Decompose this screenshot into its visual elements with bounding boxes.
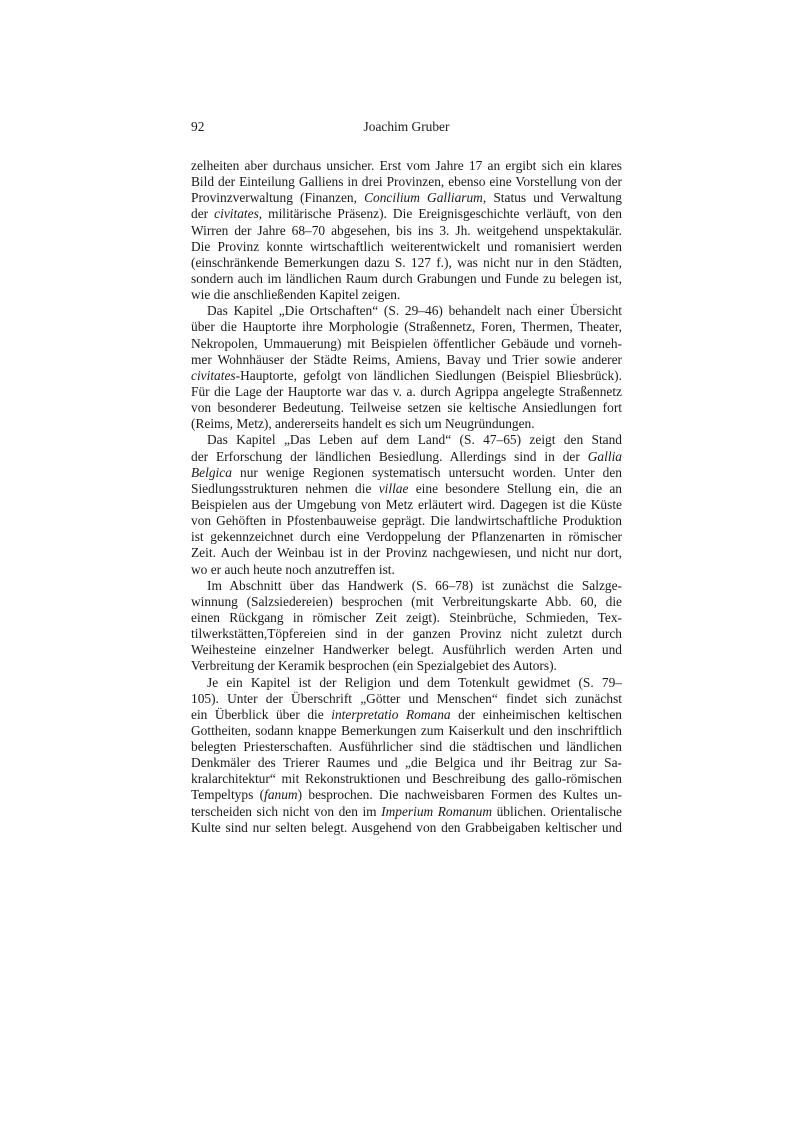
text-line (191, 658, 622, 674)
text-segment: (Reims, Metz), andererseits handelt es sich um Neugründungen. (191, 416, 535, 432)
text-segment: Für die Lage der Hauptorte war das v. a. durch Agrippa angelegte Straßennetz (191, 383, 622, 399)
text-line (191, 610, 622, 626)
text-line (191, 545, 622, 561)
text-line (191, 303, 622, 319)
text-line (191, 239, 622, 255)
page-number: 92 (191, 119, 205, 134)
text-segment: (einschränkende Bemerkungen dazu S. 127 f.), was nicht nur in den Städten, (191, 254, 622, 270)
italic-text: civitates (214, 206, 259, 222)
text-line (191, 529, 622, 545)
text-segment: Die Provinz konnte wirtschaftlich weiterentwickelt und romanisiert werden (191, 238, 622, 254)
body-text (191, 158, 622, 836)
text-line (191, 432, 622, 448)
text-line (191, 255, 622, 271)
text-segment: -Hauptorte, gefolgt von ländlichen Siedlungen (Beispiel Bliesbrück). (235, 367, 622, 383)
text-segment: , militärische Präsenz). Die Ereignisgeschichte verläuft, von den (258, 206, 622, 222)
text-line (191, 174, 622, 190)
text-line (191, 465, 622, 481)
text-segment: von besonderer Bedeutung. Teilweise setzen sie keltische Ansiedlungen fort (191, 400, 622, 416)
text-segment: , Status und Verwaltung (482, 190, 622, 206)
text-segment: wie die anschließenden Kapitel zeigen. (191, 287, 401, 303)
text-line (191, 497, 622, 513)
italic-text: Gallia (587, 448, 622, 464)
text-segment: 105). Unter der Überschrift „Götter und Menschen“ findet sich zunächst (191, 690, 622, 706)
italic-text: fanum (264, 787, 298, 803)
text-line (191, 206, 622, 222)
text-segment: Wirren der Jahre 68–70 abgesehen, bis ins 3. Jh. weitgehend unspektakulär. (191, 222, 622, 238)
text-line (191, 368, 622, 384)
text-line (191, 190, 622, 206)
text-segment: Bild der Einteilung Galliens in drei Provinzen, ebenso eine Vorstellung von der (191, 174, 622, 190)
text-segment: Denkmäler des Trierer Raumes und „die Belgica und ihr Beitrag zur Sa- (191, 755, 622, 771)
italic-text: interpretatio Romana (331, 706, 451, 722)
text-segment: tilwerkstätten,Töpfereien sind in der ganzen Provinz nicht zuletzt durch (191, 626, 622, 642)
text-line (191, 739, 622, 755)
text-line (191, 820, 622, 836)
text-line (191, 707, 622, 723)
text-line (191, 771, 622, 787)
italic-text: Concilium Galliarum (364, 190, 483, 206)
italic-text: civitates (191, 367, 236, 383)
text-line (191, 400, 622, 416)
text-segment: eine besondere Stellung ein, die an (408, 480, 622, 496)
text-line (191, 804, 622, 820)
text-line (191, 449, 622, 465)
text-line (191, 287, 622, 303)
italic-text: Imperium Romanum (381, 803, 493, 819)
text-segment: Beispielen aus der Umgebung von Metz erläutert wird. Dagegen ist die Küste (191, 496, 622, 512)
text-segment: einen Rückgang in römischer Zeit zeigt). Steinbrüche, Schmieden, Tex- (191, 609, 622, 625)
text-line (191, 336, 622, 352)
text-segment: Im Abschnitt über das Handwerk (S. 66–78) ist zunächst die Salzge- (207, 577, 622, 593)
text-line (191, 513, 622, 529)
text-segment: Weihesteine einzelner Handwerker belegt. Ausführlich werden Arten und (191, 642, 622, 658)
text-segment: üblichen. Orientalische (492, 803, 622, 819)
text-segment: Provinzverwaltung (Finanzen, (191, 190, 365, 206)
text-segment: Das Kapitel „Das Leben auf dem Land“ (S. 47–65) zeigt den Stand (207, 432, 622, 448)
text-line (191, 691, 622, 707)
text-line (191, 319, 622, 335)
text-segment: winnung (Salzsiedereien) besprochen (mit Verbreitungskarte Abb. 60, die (191, 593, 622, 609)
text-line (191, 675, 622, 691)
text-line (191, 271, 622, 287)
text-line (191, 755, 622, 771)
text-segment: ) besprochen. Die nachweisbaren Formen des Kultes un- (297, 787, 622, 803)
text-segment: Siedlungsstrukturen nehmen die (191, 480, 379, 496)
text-segment: Je ein Kapitel ist der Religion und dem Totenkult gewidmet (S. 79– (207, 674, 622, 690)
text-segment: Das Kapitel „Die Ortschaften“ (S. 29–46) behandelt nach einer Übersicht (207, 303, 622, 319)
running-header (191, 119, 622, 137)
text-segment: kralarchitektur“ mit Rekonstruktionen und Beschreibung des gallo-römischen (191, 771, 622, 787)
text-segment: Nekropolen, Ummauerung) mit Beispielen öffentlicher Gebäude und vorneh- (191, 335, 622, 351)
text-line (191, 223, 622, 239)
text-segment: wo er auch heute noch anzutreffen ist. (191, 561, 395, 577)
text-segment: zelheiten aber durchaus unsicher. Erst vom Jahre 17 an ergibt sich ein klares (191, 158, 622, 173)
italic-text: villae (378, 480, 409, 496)
text-segment: der Erforschung der ländlichen Besiedlung. Allerdings sind in der (191, 448, 588, 464)
text-segment: ein Überblick über die (191, 706, 332, 722)
text-segment: sondern auch im ländlichen Raum durch Grabungen und Funde zu belegen ist, (191, 270, 622, 286)
text-segment: von Gehöften in Pfostenbauweise geprägt. Die landwirtschaftliche Produktion (191, 513, 622, 529)
text-line (191, 352, 622, 368)
running-head-author: Joachim Gruber (363, 119, 450, 134)
text-segment: belegten Priesterschaften. Ausführlicher sind die städtischen und ländlichen (191, 739, 622, 755)
text-segment: mer Wohnhäuser der Städte Reims, Amiens, Bavay und Trier sowie anderer (191, 351, 622, 367)
text-line (191, 626, 622, 642)
italic-text: Belgica (191, 464, 232, 480)
text-segment: Kulte sind nur selten belegt. Ausgehend von den Grabbeigaben keltischer und (191, 819, 622, 835)
text-line (191, 416, 622, 432)
text-segment: der (191, 206, 215, 222)
text-line (191, 158, 622, 174)
text-line (191, 481, 622, 497)
text-segment: der einheimischen keltischen (450, 706, 622, 722)
text-line (191, 384, 622, 400)
text-segment: über die Hauptorte ihre Morphologie (Straßennetz, Foren, Thermen, Theater, (191, 319, 622, 335)
text-line (191, 787, 622, 803)
text-line (191, 723, 622, 739)
text-line (191, 562, 622, 578)
text-segment: Tempeltyps ( (191, 787, 265, 803)
text-line (191, 594, 622, 610)
text-segment: nur wenige Regionen systematisch untersucht worden. Unter den (231, 464, 622, 480)
text-segment: Zeit. Auch der Weinbau ist in der Provinz nachgewiesen, und nicht nur dort, (191, 545, 622, 561)
text-line (191, 578, 622, 594)
text-segment: terscheiden sich nicht von den im (191, 803, 382, 819)
text-segment: ist gekennzeichnet durch eine Verdoppelung der Pflanzenarten in römischer (191, 529, 622, 545)
text-segment: Verbreitung der Keramik besprochen (ein Spezialgebiet des Autors). (191, 658, 557, 674)
text-line (191, 642, 622, 658)
text-segment: Gottheiten, sodann knappe Bemerkungen zum Kaiserkult und den inschriftlich (191, 722, 622, 738)
